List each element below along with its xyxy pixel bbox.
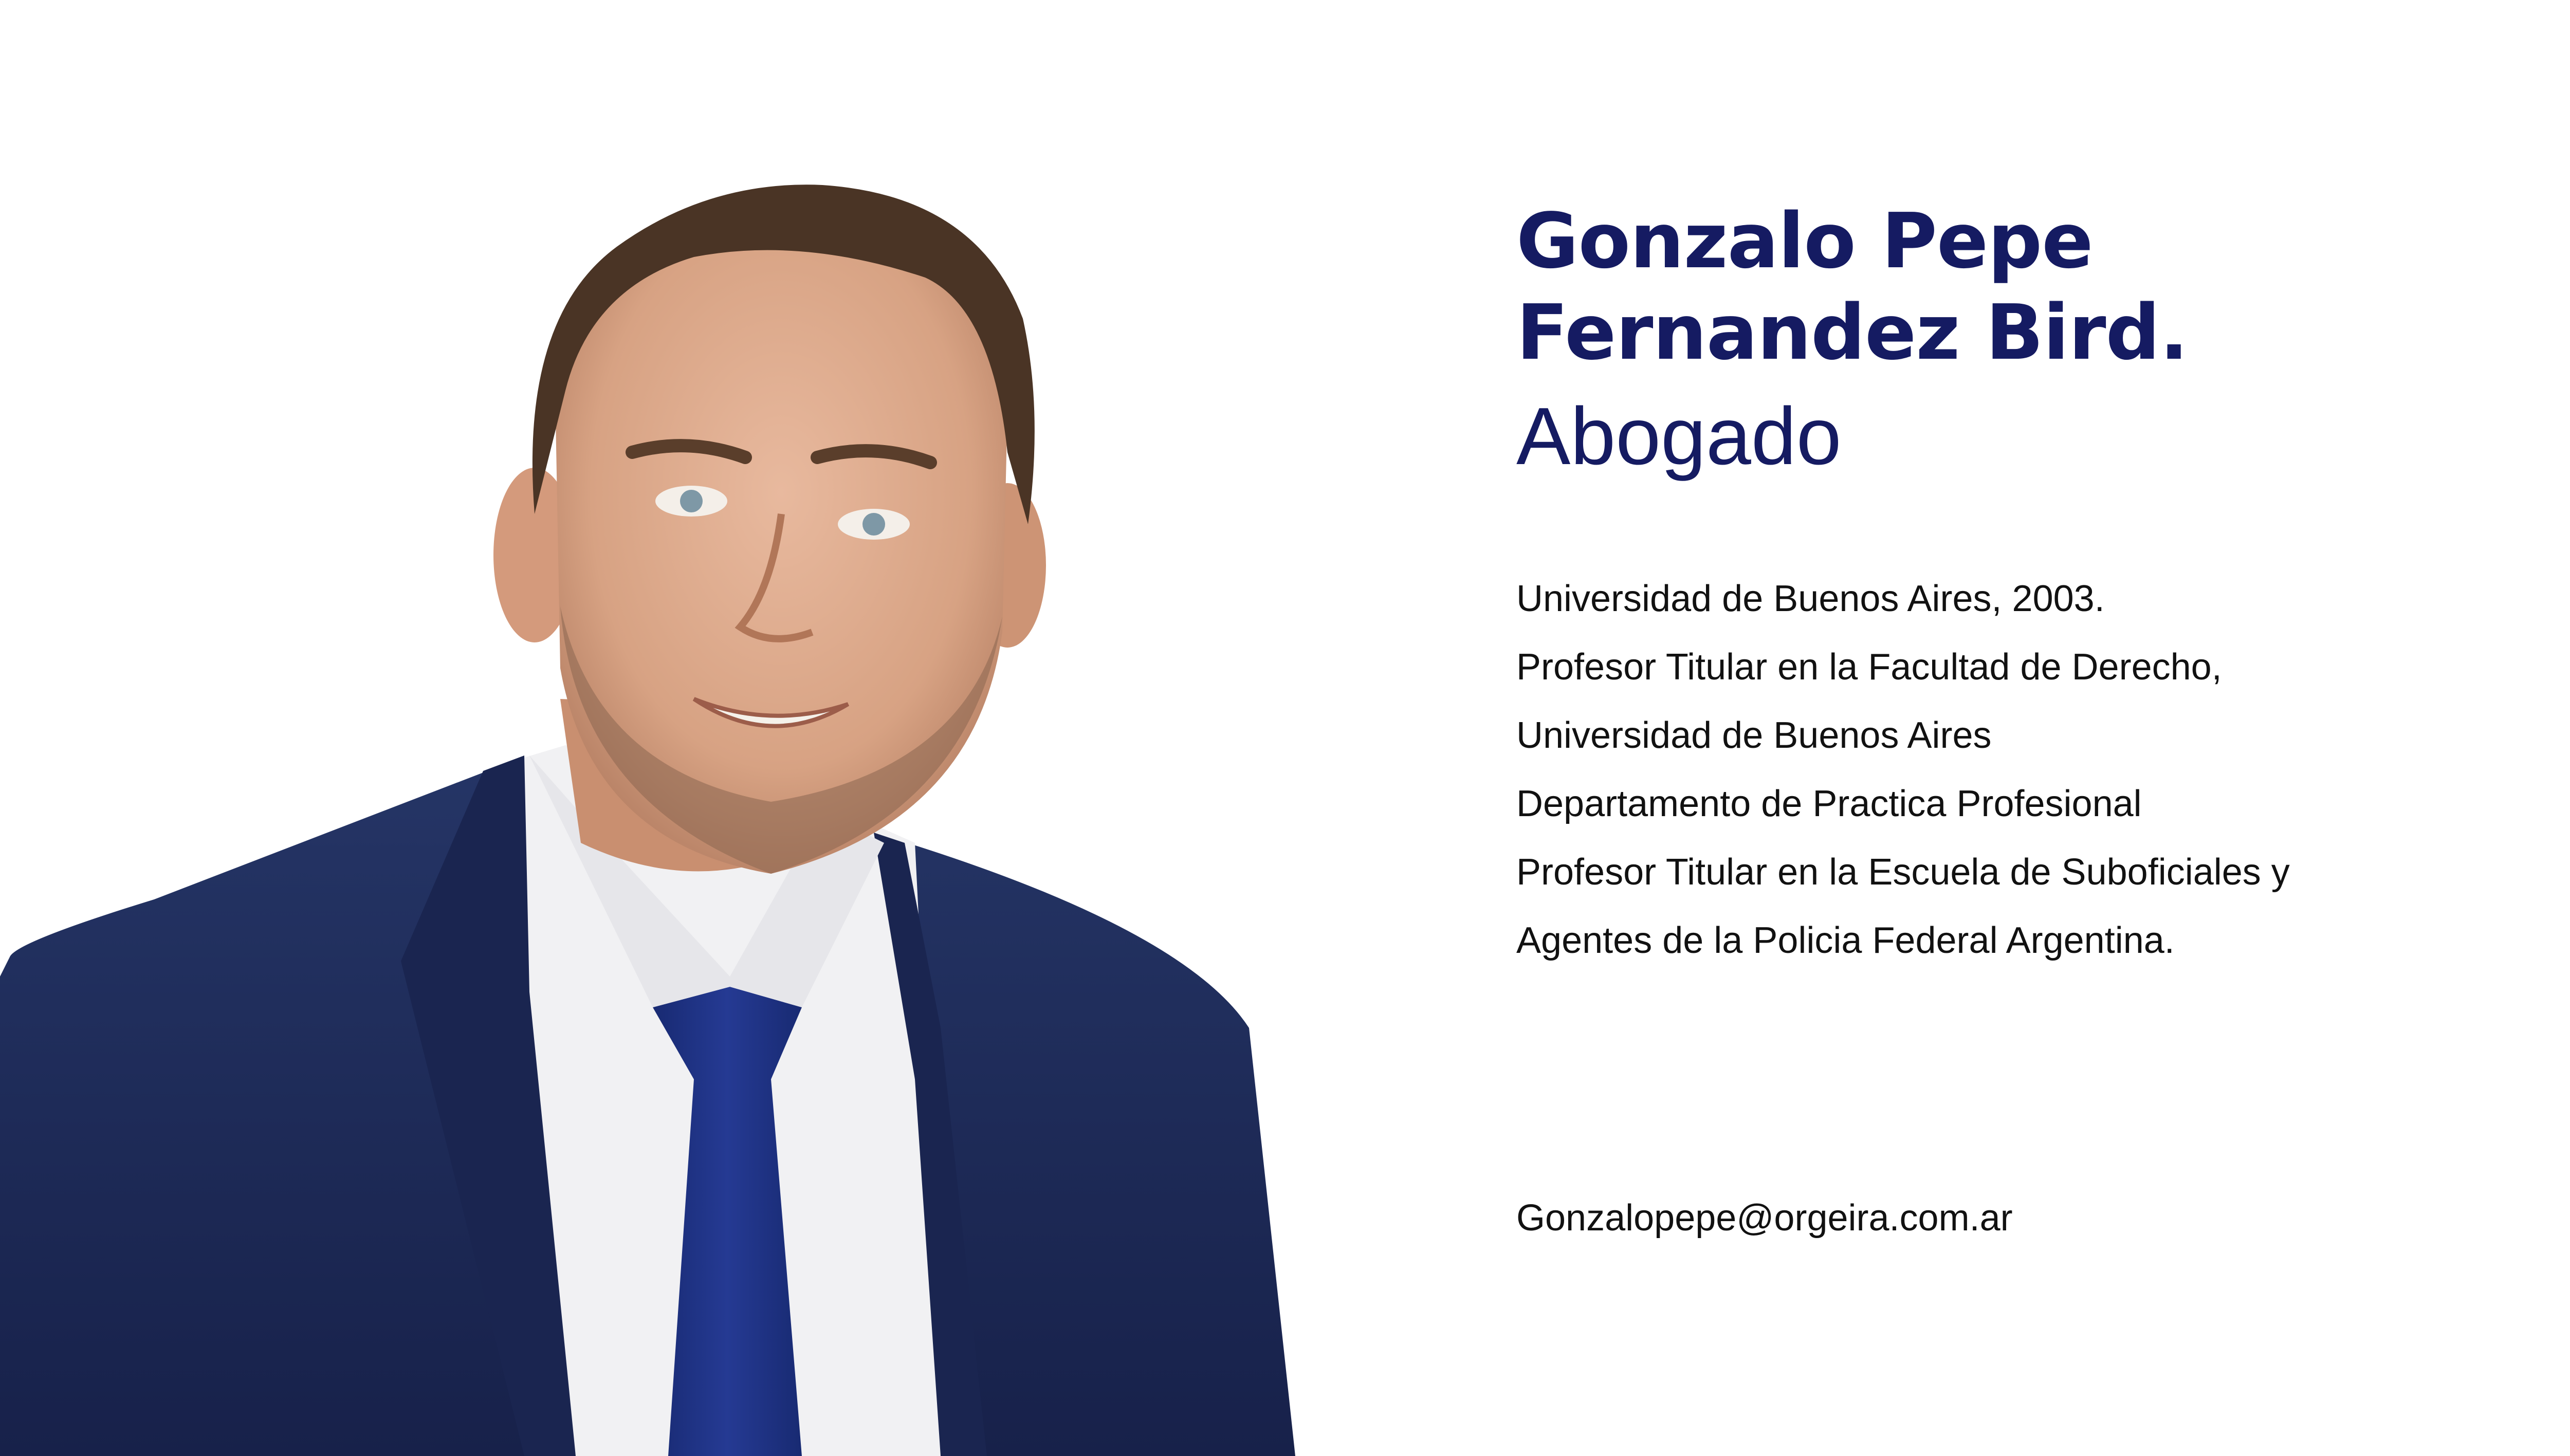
credential-item: Profesor Titular en la Escuela de Suboficiales y [1516, 852, 2290, 893]
credential-item: Agentes de la Policia Federal Argentina. [1516, 920, 2175, 961]
bio-section [1516, 195, 2493, 975]
credential-item: Universidad de Buenos Aires, 2003. [1516, 578, 2105, 619]
person-name [1516, 195, 2493, 378]
job-title: Abogado [1516, 391, 1842, 482]
face [555, 216, 1007, 874]
credential-item: Universidad de Buenos Aires [1516, 715, 1992, 756]
credential-item: Profesor Titular en la Facultad de Derecho, [1516, 647, 2222, 688]
name-line-2: Fernandez Bird. [1516, 288, 2188, 377]
credentials-list [1516, 565, 2493, 975]
email-address[interactable]: Gonzalopepe@orgeira.com.ar [1516, 1197, 2013, 1239]
credential-item: Departamento de Practica Profesional [1516, 783, 2142, 824]
name-line-1: Gonzalo Pepe [1516, 197, 2093, 285]
